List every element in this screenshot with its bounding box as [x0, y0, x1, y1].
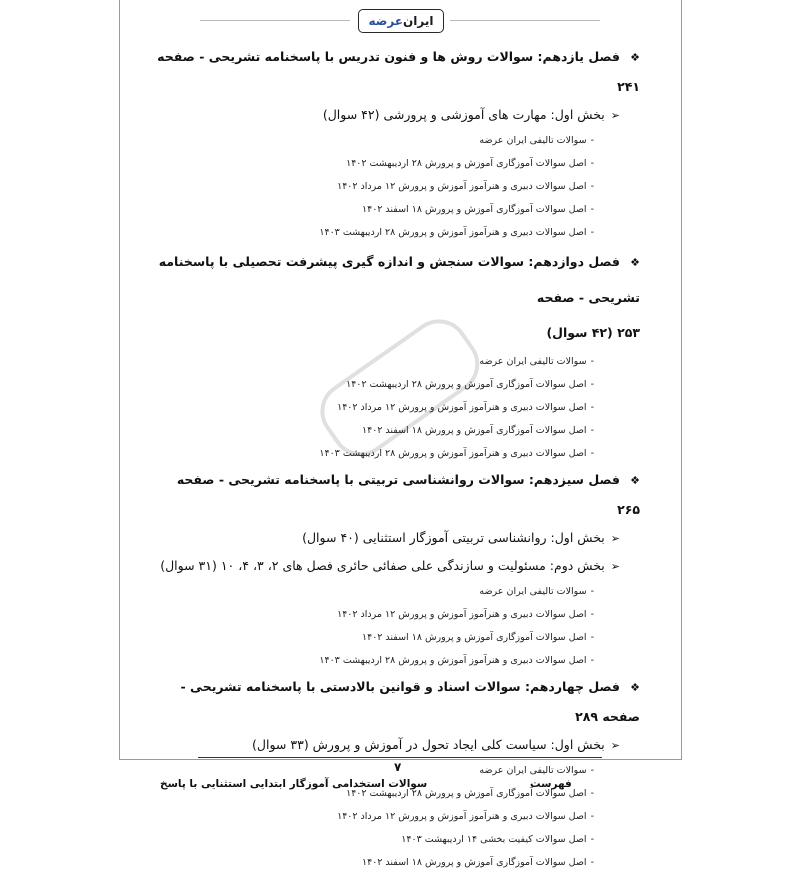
list-item: -اصل سوالات دبیری و هنرآموز آموزش و پرورش ۲۸ اردیبهشت ۱۴۰۳ — [319, 655, 594, 666]
logo-text-accent: عرضه — [368, 14, 404, 28]
arrow-bullet-icon: ➢ — [610, 532, 620, 545]
list-item: -اصل سوالات کیفیت بخشی ۱۴ اردیبهشت ۱۴۰۳ — [401, 834, 594, 845]
logo-text-main: ایران — [403, 14, 434, 28]
toc-content — [150, 42, 640, 874]
list-item: -اصل سوالات دبیری و هنرآموز آموزش و پرورش ۱۲ مرداد ۱۴۰۲ — [337, 402, 594, 413]
section-heading: ➢بخش اول: سیاست کلی ایجاد تحول در آموزش و پرورش (۳۳ سوال) — [150, 731, 640, 759]
chapter-heading-continued: ۲۵۳ (۴۲ سوال) — [546, 325, 640, 340]
list-item: -سوالات تالیفی ایران عرضه — [479, 586, 594, 597]
diamond-bullet-icon: ❖ — [630, 681, 640, 694]
arrow-bullet-icon: ➢ — [610, 109, 620, 122]
list-item: -اصل سوالات آموزگاری آموزش و پرورش ۲۸ اردیبهشت ۱۴۰۲ — [346, 158, 594, 169]
section-heading: ➢بخش اول: مهارت های آموزشی و پرورشی (۴۲ سوال) — [150, 101, 640, 129]
arrow-bullet-icon: ➢ — [610, 739, 620, 752]
diamond-bullet-icon: ❖ — [630, 256, 640, 269]
chapter-heading: ❖فصل دوازدهم: سوالات سنجش و اندازه گیری پیشرفت تحصیلی با پاسخنامه تشریحی - صفحه — [150, 244, 640, 315]
list-item: -اصل سوالات آموزگاری آموزش و پرورش ۱۸ اسفند ۱۴۰۲ — [361, 204, 594, 215]
list-item: -اصل سوالات دبیری و هنرآموز آموزش و پرورش ۲۸ اردیبهشت ۱۴۰۳ — [319, 448, 594, 459]
list-item: -سوالات تالیفی ایران عرضه — [479, 765, 594, 776]
list-item: -اصل سوالات دبیری و هنرآموز آموزش و پرورش ۱۲ مرداد ۱۴۰۲ — [337, 811, 594, 822]
list-item: -اصل سوالات آموزگاری آموزش و پرورش ۲۸ اردیبهشت ۱۴۰۲ — [346, 788, 594, 799]
arrow-bullet-icon: ➢ — [610, 560, 620, 573]
list-item: -اصل سوالات آموزگاری آموزش و پرورش ۱۸ اسفند ۱۴۰۲ — [361, 425, 594, 436]
list-item: -اصل سوالات آموزگاری آموزش و پرورش ۱۸ اسفند ۱۴۰۲ — [361, 632, 594, 643]
header-rule-left — [200, 20, 350, 21]
list-item: -اصل سوالات دبیری و هنرآموز آموزش و پرورش ۱۲ مرداد ۱۴۰۲ — [337, 181, 594, 192]
chapter-heading: ❖فصل سیزدهم: سوالات روانشناسی تربیتی با پاسخنامه تشریحی - صفحه ۲۶۵ — [150, 465, 640, 524]
list-item: -اصل سوالات آموزگاری آموزش و پرورش ۲۸ اردیبهشت ۱۴۰۲ — [346, 379, 594, 390]
brand-logo — [358, 9, 444, 33]
chapter-heading: ❖فصل یازدهم: سوالات روش ها و فنون تدریس با پاسخنامه تشریحی - صفحه ۲۴۱ — [150, 42, 640, 101]
section-heading: ➢بخش اول: روانشناسی تربیتی آموزگار استثنایی (۴۰ سوال) — [150, 524, 640, 552]
page-number: ۷ — [394, 760, 402, 774]
list-item: -اصل سوالات آموزگاری آموزش و پرورش ۱۸ اسفند ۱۴۰۲ — [361, 857, 594, 868]
section-heading: ➢بخش دوم: مسئولیت و سازندگی علی صفائی حائری فصل های ۲، ۳، ۴، ۱۰ (۳۱ سوال) — [150, 552, 640, 580]
header-rule-right — [450, 20, 600, 21]
diamond-bullet-icon: ❖ — [630, 51, 640, 64]
chapter-heading: ❖فصل چهاردهم: سوالات اسناد و قوانین بالادستی با پاسخنامه تشریحی - صفحه ۲۸۹ — [150, 672, 640, 731]
list-item: -سوالات تالیفی ایران عرضه — [479, 135, 594, 146]
diamond-bullet-icon: ❖ — [630, 474, 640, 487]
list-item: -سوالات تالیفی ایران عرضه — [479, 356, 594, 367]
list-item: -اصل سوالات دبیری و هنرآموز آموزش و پرورش ۲۸ اردیبهشت ۱۴۰۳ — [319, 227, 594, 238]
footer-section-label: فهرست — [530, 778, 572, 790]
list-item: -اصل سوالات دبیری و هنرآموز آموزش و پرورش ۱۲ مرداد ۱۴۰۲ — [337, 609, 594, 620]
footer-book-title: سوالات استخدامی آموزگار ابتدایی استثنایی با پاسخ — [160, 778, 428, 790]
footer-rule — [198, 757, 602, 758]
